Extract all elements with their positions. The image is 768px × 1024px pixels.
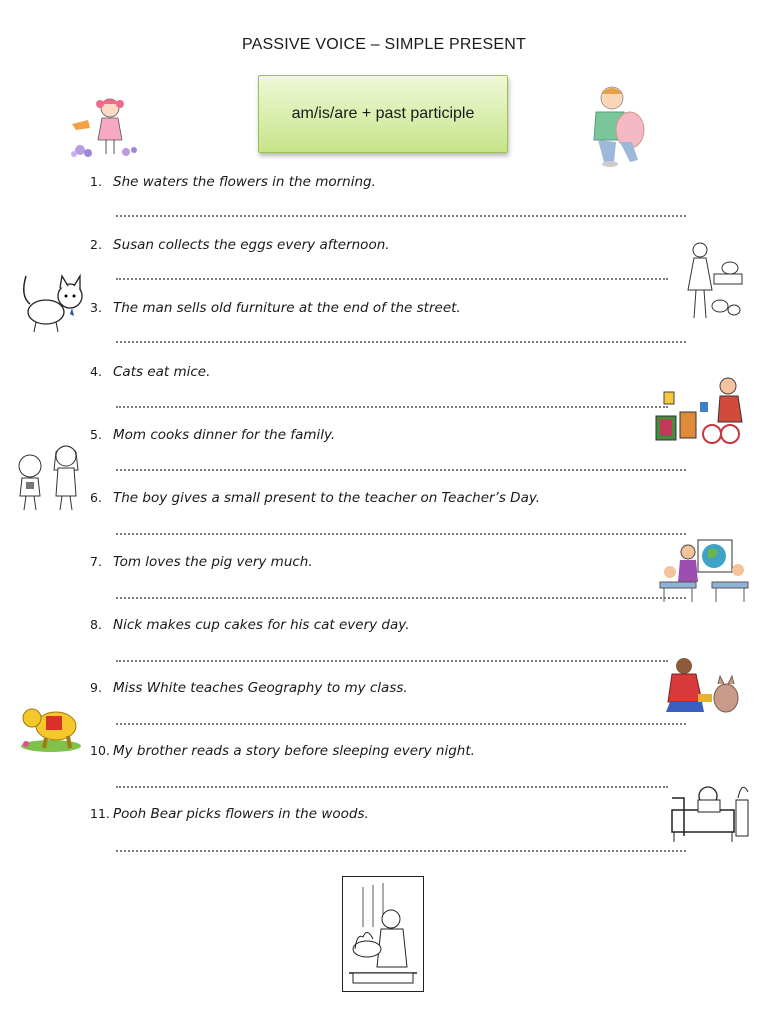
exercise-item-5: 5. Mom cooks dinner for the family. bbox=[90, 427, 336, 443]
exercise-item-8: 8. Nick makes cup cakes for his cat every day. bbox=[90, 617, 410, 633]
answer-line[interactable] bbox=[116, 786, 668, 788]
exercise-sentence: Pooh Bear picks flowers in the woods. bbox=[113, 806, 369, 822]
answer-line[interactable] bbox=[116, 215, 686, 217]
exercise-item-4: 4. Cats eat mice. bbox=[90, 364, 211, 380]
exercise-sentence: She waters the flowers in the morning. bbox=[113, 174, 376, 190]
answer-line[interactable] bbox=[116, 533, 686, 535]
exercise-sentence: Cats eat mice. bbox=[113, 364, 211, 380]
exercise-item-6: 6. The boy gives a small present to the teacher on Teacher’s Day. bbox=[90, 490, 541, 506]
picture-frame bbox=[342, 876, 424, 992]
rule-box bbox=[258, 75, 508, 153]
answer-line[interactable] bbox=[116, 660, 668, 662]
answer-line[interactable] bbox=[116, 850, 686, 852]
answer-line[interactable] bbox=[116, 723, 686, 725]
boy-with-cat-picture bbox=[662, 656, 744, 716]
exercise-item-3: 3. The man sells old furniture at the end of the street. bbox=[90, 300, 461, 316]
girl-watering-flowers-picture bbox=[62, 92, 142, 162]
exercise-sentence: Miss White teaches Geography to my class. bbox=[113, 680, 408, 696]
answer-line[interactable] bbox=[116, 278, 668, 280]
exercise-sentence: The man sells old furniture at the end of the street. bbox=[113, 300, 461, 316]
exercise-item-9: 9. Miss White teaches Geography to my class. bbox=[90, 680, 408, 696]
exercise-item-11: 11. Pooh Bear picks flowers in the woods. bbox=[90, 806, 369, 822]
exercise-item-1: 1. She waters the flowers in the morning. bbox=[90, 174, 376, 190]
rule-text: am/is/are + past participle bbox=[291, 105, 475, 122]
page-title: PASSIVE VOICE – SIMPLE PRESENT bbox=[241, 36, 526, 53]
cat-picture bbox=[16, 266, 92, 336]
mom-cooking-picture bbox=[343, 877, 423, 991]
exercise-item-2: 2. Susan collects the eggs every afternoon. bbox=[90, 237, 390, 253]
exercise-sentence: Tom loves the pig very much. bbox=[113, 554, 313, 570]
boy-reading-in-bed-picture bbox=[664, 770, 752, 846]
answer-line[interactable] bbox=[116, 341, 686, 343]
pooh-bear-picture bbox=[18, 700, 84, 754]
woman-with-hens-picture bbox=[668, 238, 746, 324]
exercise-sentence: Mom cooks dinner for the family. bbox=[113, 427, 336, 443]
exercise-sentence: The boy gives a small present to the teacher on Teacher’s Day. bbox=[113, 490, 541, 506]
answer-line[interactable] bbox=[116, 597, 686, 599]
exercise-sentence: My brother reads a story before sleeping every night. bbox=[113, 743, 475, 759]
answer-line[interactable] bbox=[116, 469, 686, 471]
man-selling-furniture-picture bbox=[652, 372, 748, 450]
exercise-item-7: 7. Tom loves the pig very much. bbox=[90, 554, 313, 570]
exercise-item-10: 10. My brother reads a story before sleeping every night. bbox=[90, 743, 475, 759]
boy-hugging-pig-picture bbox=[580, 82, 658, 170]
answer-line[interactable] bbox=[116, 406, 668, 408]
classroom-picture bbox=[658, 538, 754, 608]
two-kids-picture bbox=[12, 440, 86, 516]
exercise-sentence: Susan collects the eggs every afternoon. bbox=[113, 237, 390, 253]
exercise-sentence: Nick makes cup cakes for his cat every day. bbox=[113, 617, 410, 633]
